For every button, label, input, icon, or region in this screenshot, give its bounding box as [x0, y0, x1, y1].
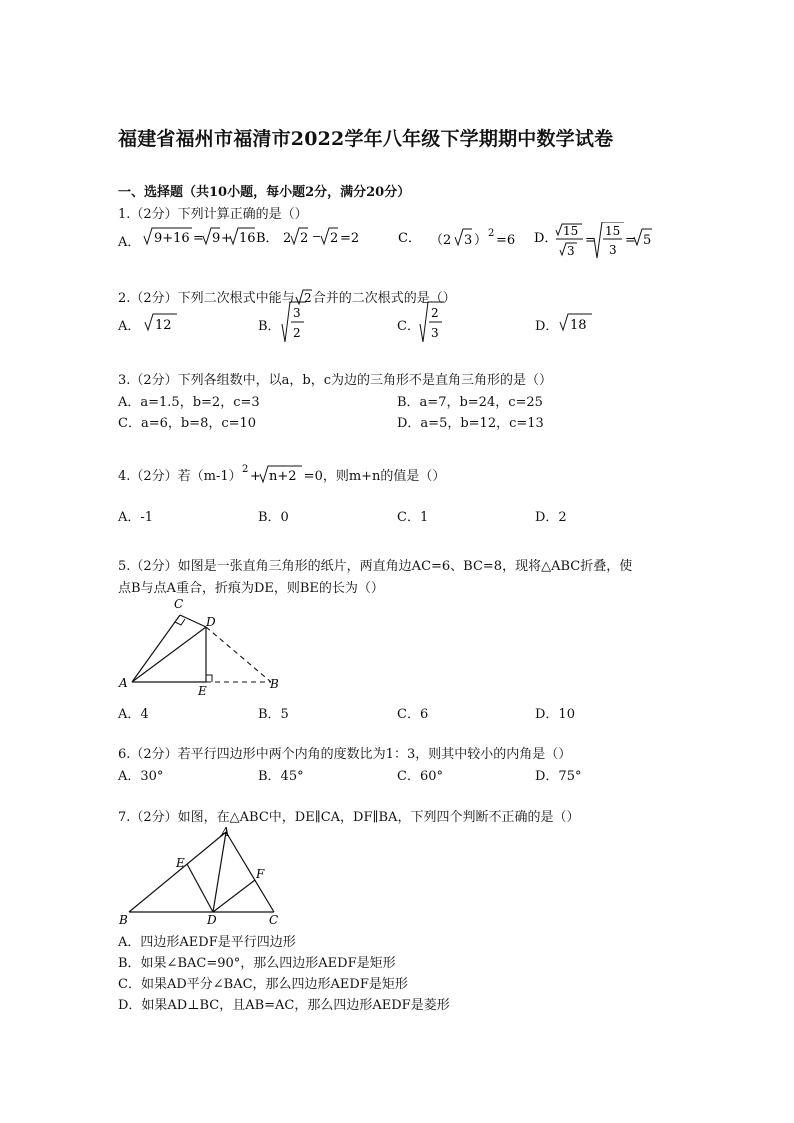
q5-option-d: D．10 — [535, 707, 575, 722]
q7-label-f: F — [256, 867, 265, 881]
q4-option-b: B．0 — [258, 510, 289, 525]
q6-option-d: D．75° — [535, 769, 582, 784]
svg-text:=: = — [193, 231, 204, 246]
q5-triangle-figure — [115, 594, 290, 698]
q7-label-e: E — [176, 856, 185, 870]
q7-side-ac — [226, 832, 274, 912]
q1-d-formula — [556, 222, 652, 258]
svg-text:3: 3 — [431, 326, 439, 340]
q1-c-formula — [430, 228, 515, 248]
svg-text:2: 2 — [293, 326, 301, 340]
q2-option-c — [397, 315, 420, 334]
q3-option-c: C．a=6，b=8，c=10 — [118, 416, 257, 431]
q1-a-formula — [144, 228, 256, 246]
q5-label-c: C — [174, 597, 184, 611]
q1-b-formula — [283, 228, 359, 246]
question-1-stem: 1.（2分）下列计算正确的是（） — [118, 207, 308, 222]
q2-option-b — [258, 315, 281, 334]
q3-option-d: D．a=5，b=12，c=13 — [397, 416, 544, 431]
q2-stem-prefix: 2.（2分）下列二次根式中能与 — [118, 291, 295, 306]
svg-text:=: = — [625, 233, 636, 248]
q2-option-a — [118, 315, 140, 334]
q2-b-formula — [280, 298, 310, 346]
question-5-stem-line1: 5.（2分）如图是一张直角三角形的纸片，两直角边AC=6、BC=8，现将△ABC折叠，使 — [118, 559, 633, 574]
svg-text:）: ） — [474, 233, 488, 248]
q2-d-formula — [558, 308, 596, 336]
svg-text:3: 3 — [464, 233, 473, 248]
q7-label-b: B — [119, 913, 128, 927]
q5-option-c: C．6 — [397, 707, 429, 722]
svg-text:15: 15 — [605, 224, 621, 238]
q1-option-a — [118, 231, 140, 250]
q4-stem-prefix: 4.（2分）若（m-1） — [118, 469, 242, 484]
section-heading: 一、选择题（共10小题，每小题2分，满分20分） — [118, 185, 411, 200]
q7-side-ba — [129, 832, 226, 912]
q2-a-formula — [143, 308, 181, 336]
svg-text:=6: =6 — [496, 233, 516, 248]
q2-option-d — [535, 315, 558, 334]
q2-a-label: A． — [118, 319, 141, 334]
q7-segment-ed — [187, 864, 213, 912]
q6-option-a: A．30° — [118, 769, 164, 784]
svg-text:3: 3 — [609, 243, 617, 257]
q4-option-c: C．1 — [397, 510, 429, 525]
question-6-stem: 6.（2分）若平行四边形中两个内角的度数比为1：3，则其中较小的内角是（） — [118, 747, 572, 762]
q6-option-b: B．45° — [258, 769, 304, 784]
q7-label-d: D — [207, 913, 217, 927]
q5-label-d: D — [206, 615, 216, 629]
svg-text:2: 2 — [330, 231, 339, 246]
q4-formula — [242, 463, 304, 485]
q2-c-label: C． — [397, 319, 420, 334]
page-title: 福建省福州市福清市2022学年八年级下学期期中数学试卷 — [118, 128, 614, 150]
q1-option-d-label: D． — [534, 231, 558, 246]
q7-option-a: A．四边形AEDF是平行四边形 — [118, 935, 296, 950]
q2-c-formula — [418, 298, 448, 346]
q1-math-formulas — [140, 222, 710, 262]
q5-option-a: A．4 — [118, 707, 149, 722]
q2-b-label: B． — [258, 319, 281, 334]
q5-side-db-dashed — [206, 627, 271, 682]
question-7-stem: 7.（2分）如图，在△ABC中，DE∥CA，DF∥BA，下列四个判断不正确的是（） — [118, 810, 580, 825]
q5-side-ac — [132, 615, 180, 682]
svg-text:18: 18 — [570, 318, 587, 333]
svg-text:2: 2 — [303, 291, 312, 305]
svg-text:9: 9 — [212, 231, 221, 246]
q5-label-a: A — [119, 676, 128, 690]
q5-segment-ad — [132, 627, 206, 682]
svg-text:n+2: n+2 — [268, 469, 297, 484]
q7-option-d: D．如果AD⊥BC，且AB=AC，那么四边形AEDF是菱形 — [118, 998, 450, 1013]
svg-text:3: 3 — [567, 244, 575, 258]
q7-option-c: C．如果AD平分∠BAC，那么四边形AEDF是矩形 — [118, 977, 408, 992]
q5-label-e: E — [198, 684, 207, 698]
q7-option-b: B．如果∠BAC=90°，那么四边形AEDF是矩形 — [118, 956, 396, 971]
q4-option-d: D．2 — [535, 510, 567, 525]
q6-option-c: C．60° — [397, 769, 443, 784]
svg-text:+: + — [249, 469, 261, 484]
q5-label-b: B — [270, 677, 279, 691]
svg-text:3: 3 — [293, 306, 301, 320]
q2-d-label: D． — [535, 319, 559, 334]
svg-text:2: 2 — [283, 231, 292, 246]
q5-option-b: B．5 — [258, 707, 289, 722]
svg-text:9+16: 9+16 — [154, 231, 190, 246]
svg-text:=: = — [585, 233, 596, 248]
svg-text:12: 12 — [155, 318, 172, 333]
svg-text:（2: （2 — [430, 233, 452, 248]
svg-text:−: − — [312, 230, 322, 243]
svg-text:=2: =2 — [340, 231, 360, 246]
q3-option-b: B．a=7，b=24，c=25 — [397, 395, 543, 410]
svg-text:2: 2 — [241, 464, 249, 475]
q7-label-a: A — [221, 825, 230, 839]
q1-option-c-label: C． — [398, 231, 421, 246]
svg-text:2: 2 — [488, 228, 495, 239]
q1-option-b-label: B． — [256, 231, 279, 246]
svg-text:5: 5 — [643, 233, 652, 248]
q3-option-a: A．a=1.5，b=2，c=3 — [118, 395, 260, 410]
q7-segment-df — [213, 880, 255, 912]
question-3-stem: 3.（2分）下列各组数中，以a，b，c为边的三角形不是直角三角形的是（） — [118, 373, 553, 388]
svg-text:15: 15 — [563, 224, 579, 238]
svg-text:2: 2 — [300, 231, 309, 246]
question-4-stem — [118, 463, 445, 485]
q7-label-c: C — [269, 913, 279, 927]
q4-option-a: A．-1 — [118, 510, 154, 525]
q4-stem-suffix: =0，则m+n的值是（） — [303, 469, 446, 484]
q7-triangle-figure — [115, 824, 290, 928]
q1-option-a-label: A． — [118, 235, 141, 250]
q2-stem-suffix: 合并的二次根式的是（） — [312, 291, 456, 306]
q5-right-angle-e — [206, 675, 212, 682]
svg-text:16: 16 — [239, 231, 256, 246]
svg-text:2: 2 — [431, 306, 439, 320]
q7-segment-ad — [213, 832, 226, 912]
question-5-stem-line2: 点B与点A重合，折痕为DE，则BE的长为（） — [118, 581, 384, 596]
svg-text:+: + — [221, 231, 232, 246]
